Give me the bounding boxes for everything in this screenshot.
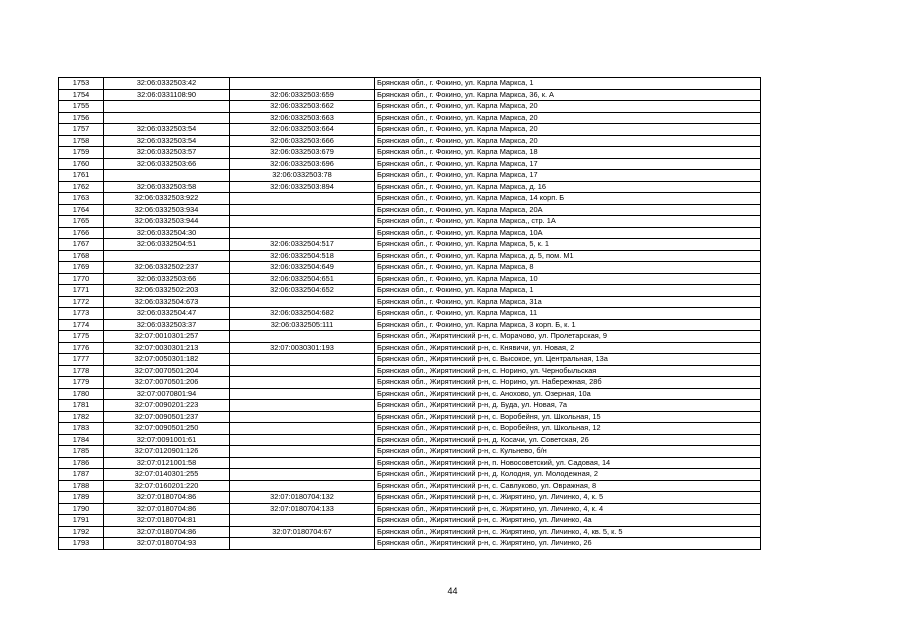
object-cadastral-number-cell [230, 354, 375, 366]
address-cell: Брянская обл., Жирятинский р-н, с. Норино, ул. Чернобыльская [375, 365, 761, 377]
row-number-cell: 1788 [59, 480, 104, 492]
cadastral-number-cell: 32:07:0050301:182 [104, 354, 230, 366]
object-cadastral-number-cell [230, 377, 375, 389]
table-row [59, 423, 761, 435]
address-cell: Брянская обл., Жирятинский р-н, д. Колодня, ул. Молодежная, 2 [375, 469, 761, 481]
cadastral-number-cell: 32:06:0332503:58 [104, 181, 230, 193]
table-row [59, 239, 761, 251]
cadastral-number-cell: 32:07:0091001:61 [104, 434, 230, 446]
row-number-cell: 1782 [59, 411, 104, 423]
cadastral-number-cell: 32:07:0090501:250 [104, 423, 230, 435]
object-cadastral-number-cell: 32:06:0332503:662 [230, 101, 375, 113]
row-number-cell: 1793 [59, 538, 104, 550]
address-cell: Брянская обл., г. Фокино, ул. Карла Маркса, 17 [375, 170, 761, 182]
object-cadastral-number-cell [230, 193, 375, 205]
row-number-cell: 1768 [59, 250, 104, 262]
cadastral-number-cell: 32:06:0332503:54 [104, 124, 230, 136]
address-cell: Брянская обл., г. Фокино, ул. Карла Маркса, 10А [375, 227, 761, 239]
object-cadastral-number-cell [230, 480, 375, 492]
cadastral-number-cell: 32:06:0331108:90 [104, 89, 230, 101]
address-cell: Брянская обл., г. Фокино, ул. Карла Маркса, 1 [375, 285, 761, 297]
row-number-cell: 1769 [59, 262, 104, 274]
address-cell: Брянская обл., Жирятинский р-н, д. Буда, ул. Новая, 7а [375, 400, 761, 412]
table-row [59, 181, 761, 193]
row-number-cell: 1787 [59, 469, 104, 481]
table-row [59, 457, 761, 469]
table-row [59, 170, 761, 182]
address-cell: Брянская обл., г. Фокино, ул. Карла Маркса, 8 [375, 262, 761, 274]
cadastral-number-cell: 32:06:0332503:57 [104, 147, 230, 159]
table-row [59, 78, 761, 90]
row-number-cell: 1783 [59, 423, 104, 435]
row-number-cell: 1763 [59, 193, 104, 205]
cadastral-number-cell: 32:06:0332504:51 [104, 239, 230, 251]
row-number-cell: 1759 [59, 147, 104, 159]
object-cadastral-number-cell: 32:06:0332504:682 [230, 308, 375, 320]
table-row [59, 492, 761, 504]
cadastral-number-cell: 32:07:0180704:81 [104, 515, 230, 527]
table-row [59, 515, 761, 527]
object-cadastral-number-cell [230, 469, 375, 481]
object-cadastral-number-cell: 32:06:0332504:649 [230, 262, 375, 274]
cadastral-number-cell: 32:07:0180704:93 [104, 538, 230, 550]
object-cadastral-number-cell [230, 446, 375, 458]
cadastral-number-cell: 32:06:0332504:47 [104, 308, 230, 320]
row-number-cell: 1772 [59, 296, 104, 308]
table-row [59, 354, 761, 366]
row-number-cell: 1774 [59, 319, 104, 331]
object-cadastral-number-cell [230, 204, 375, 216]
table-row [59, 526, 761, 538]
address-cell: Брянская обл., г. Фокино, ул. Карла Маркса, 14 корп. Б [375, 193, 761, 205]
object-cadastral-number-cell: 32:07:0180704:133 [230, 503, 375, 515]
row-number-cell: 1753 [59, 78, 104, 90]
object-cadastral-number-cell [230, 78, 375, 90]
table-row [59, 124, 761, 136]
cadastral-number-cell: 32:07:0090501:237 [104, 411, 230, 423]
row-number-cell: 1775 [59, 331, 104, 343]
row-number-cell: 1765 [59, 216, 104, 228]
table-row [59, 135, 761, 147]
table-row [59, 365, 761, 377]
object-cadastral-number-cell: 32:06:0332504:518 [230, 250, 375, 262]
object-cadastral-number-cell: 32:06:0332503:666 [230, 135, 375, 147]
table-row [59, 227, 761, 239]
cadastral-number-cell: 32:07:0180704:86 [104, 503, 230, 515]
object-cadastral-number-cell [230, 515, 375, 527]
table-row [59, 89, 761, 101]
cadastral-number-cell: 32:07:0140301:255 [104, 469, 230, 481]
cadastral-number-cell: 32:06:0332503:922 [104, 193, 230, 205]
object-cadastral-number-cell [230, 400, 375, 412]
address-cell: Брянская обл., г. Фокино, ул. Карла Маркса, 20 [375, 135, 761, 147]
object-cadastral-number-cell: 32:06:0332503:894 [230, 181, 375, 193]
address-cell: Брянская обл., Жирятинский р-н, с. Савлуково, ул. Овражная, 8 [375, 480, 761, 492]
object-cadastral-number-cell [230, 331, 375, 343]
table-row [59, 446, 761, 458]
object-cadastral-number-cell [230, 365, 375, 377]
object-cadastral-number-cell: 32:06:0332503:659 [230, 89, 375, 101]
object-cadastral-number-cell: 32:06:0332503:78 [230, 170, 375, 182]
address-cell: Брянская обл., г. Фокино, ул. Карла Маркса, 5, к. 1 [375, 239, 761, 251]
address-cell: Брянская обл., Жирятинский р-н, с. Кульнево, б/н [375, 446, 761, 458]
table-row [59, 193, 761, 205]
row-number-cell: 1767 [59, 239, 104, 251]
cadastral-number-cell: 32:07:0090201:223 [104, 400, 230, 412]
address-cell: Брянская обл., г. Фокино, ул. Карла Маркса, 1 [375, 78, 761, 90]
address-cell: Брянская обл., г. Фокино, ул. Карла Маркса, 20 [375, 124, 761, 136]
object-cadastral-number-cell [230, 411, 375, 423]
cadastral-number-cell: 32:06:0332503:42 [104, 78, 230, 90]
cadastral-number-cell: 32:06:0332502:237 [104, 262, 230, 274]
row-number-cell: 1784 [59, 434, 104, 446]
cadastral-number-cell: 32:07:0030301:213 [104, 342, 230, 354]
table-row [59, 342, 761, 354]
table-row [59, 388, 761, 400]
row-number-cell: 1757 [59, 124, 104, 136]
cadastral-number-cell: 32:06:0332503:66 [104, 158, 230, 170]
object-cadastral-number-cell: 32:06:0332504:517 [230, 239, 375, 251]
object-cadastral-number-cell: 32:07:0180704:67 [230, 526, 375, 538]
table-row [59, 216, 761, 228]
object-cadastral-number-cell: 32:06:0332504:651 [230, 273, 375, 285]
address-cell: Брянская обл., Жирятинский р-н, с. Жирятино, ул. Личинко, 4, кв. 5, к. 5 [375, 526, 761, 538]
table-body [59, 78, 761, 550]
address-cell: Брянская обл., Жирятинский р-н, с. Воробейня, ул. Школьная, 15 [375, 411, 761, 423]
address-cell: Брянская обл., г. Фокино, ул. Карла Маркса, 20 [375, 112, 761, 124]
object-cadastral-number-cell: 32:06:0332503:664 [230, 124, 375, 136]
cadastral-number-cell: 32:07:0121001:58 [104, 457, 230, 469]
cadastral-number-cell: 32:06:0332503:37 [104, 319, 230, 331]
address-cell: Брянская обл., г. Фокино, ул. Карла Маркса, 17 [375, 158, 761, 170]
address-cell: Брянская обл., г. Фокино, ул. Карла Маркса, 36, к. А [375, 89, 761, 101]
row-number-cell: 1771 [59, 285, 104, 297]
table-row [59, 112, 761, 124]
address-cell: Брянская обл., г. Фокино, ул. Карла Маркса, д. 5, пом. М1 [375, 250, 761, 262]
row-number-cell: 1761 [59, 170, 104, 182]
page-number: 44 [447, 586, 458, 596]
row-number-cell: 1780 [59, 388, 104, 400]
address-cell: Брянская обл., г. Фокино, ул. Карла Маркса, 3 корп. Б, к. 1 [375, 319, 761, 331]
object-cadastral-number-cell [230, 216, 375, 228]
table-row [59, 250, 761, 262]
row-number-cell: 1777 [59, 354, 104, 366]
table-row [59, 411, 761, 423]
cadastral-number-cell: 32:06:0332504:673 [104, 296, 230, 308]
cadastral-number-cell: 32:07:0120901:126 [104, 446, 230, 458]
address-cell: Брянская обл., Жирятинский р-н, с. Воробейня, ул. Школьная, 12 [375, 423, 761, 435]
table-row [59, 503, 761, 515]
cadastral-number-cell: 32:07:0070801:94 [104, 388, 230, 400]
cadastral-number-cell: 32:06:0332504:30 [104, 227, 230, 239]
cadastral-number-cell: 32:07:0160201:220 [104, 480, 230, 492]
address-cell: Брянская обл., Жирятинский р-н, с. Жирятино, ул. Личинко, 26 [375, 538, 761, 550]
address-cell: Брянская обл., Жирятинский р-н, с. Жирятино, ул. Личинко, 4, к. 5 [375, 492, 761, 504]
table-row [59, 538, 761, 550]
row-number-cell: 1785 [59, 446, 104, 458]
row-number-cell: 1781 [59, 400, 104, 412]
table-row [59, 308, 761, 320]
object-cadastral-number-cell [230, 423, 375, 435]
object-cadastral-number-cell: 32:06:0332503:663 [230, 112, 375, 124]
table-row [59, 434, 761, 446]
cadastral-table [58, 77, 761, 550]
cadastral-number-cell [104, 101, 230, 113]
table-row [59, 469, 761, 481]
row-number-cell: 1791 [59, 515, 104, 527]
row-number-cell: 1789 [59, 492, 104, 504]
table-row [59, 331, 761, 343]
row-number-cell: 1756 [59, 112, 104, 124]
row-number-cell: 1779 [59, 377, 104, 389]
address-cell: Брянская обл., г. Фокино, ул. Карла Маркса, 10 [375, 273, 761, 285]
table-row [59, 262, 761, 274]
table-row [59, 480, 761, 492]
row-number-cell: 1790 [59, 503, 104, 515]
row-number-cell: 1766 [59, 227, 104, 239]
address-cell: Брянская обл., Жирятинский р-н, с. Жирятино, ул. Личинко, 4, к. 4 [375, 503, 761, 515]
address-cell: Брянская обл., г. Фокино, ул. Карла Маркса, 20 [375, 101, 761, 113]
row-number-cell: 1786 [59, 457, 104, 469]
cadastral-number-cell: 32:07:0070501:206 [104, 377, 230, 389]
table-row [59, 400, 761, 412]
address-cell: Брянская обл., г. Фокино, ул. Карла Маркса, 11 [375, 308, 761, 320]
row-number-cell: 1754 [59, 89, 104, 101]
table-row [59, 147, 761, 159]
object-cadastral-number-cell: 32:07:0030301:193 [230, 342, 375, 354]
row-number-cell: 1770 [59, 273, 104, 285]
object-cadastral-number-cell: 32:06:0332503:679 [230, 147, 375, 159]
address-cell: Брянская обл., Жирятинский р-н, с. Морачово, ул. Пролетарская, 9 [375, 331, 761, 343]
cadastral-number-cell: 32:07:0010301:257 [104, 331, 230, 343]
row-number-cell: 1758 [59, 135, 104, 147]
object-cadastral-number-cell: 32:06:0332505:111 [230, 319, 375, 331]
table-row [59, 319, 761, 331]
address-cell: Брянская обл., г. Фокино, ул. Карла Маркса, 18 [375, 147, 761, 159]
row-number-cell: 1792 [59, 526, 104, 538]
object-cadastral-number-cell: 32:06:0332503:696 [230, 158, 375, 170]
address-cell: Брянская обл., г. Фокино, ул. Карла Маркса, д. 16 [375, 181, 761, 193]
cadastral-number-cell: 32:06:0332503:66 [104, 273, 230, 285]
object-cadastral-number-cell [230, 388, 375, 400]
address-cell: Брянская обл., г. Фокино, ул. Карла Маркса, 20А [375, 204, 761, 216]
row-number-cell: 1776 [59, 342, 104, 354]
cadastral-number-cell: 32:06:0332502:203 [104, 285, 230, 297]
cadastral-number-cell: 32:06:0332503:54 [104, 135, 230, 147]
cadastral-number-cell: 32:06:0332503:944 [104, 216, 230, 228]
table-row [59, 296, 761, 308]
cadastral-number-cell [104, 112, 230, 124]
row-number-cell: 1762 [59, 181, 104, 193]
object-cadastral-number-cell: 32:06:0332504:652 [230, 285, 375, 297]
cadastral-number-cell: 32:07:0180704:86 [104, 492, 230, 504]
row-number-cell: 1778 [59, 365, 104, 377]
table-row [59, 377, 761, 389]
address-cell: Брянская обл., Жирятинский р-н, с. Анохово, ул. Озерная, 10а [375, 388, 761, 400]
table-row [59, 273, 761, 285]
table-row [59, 101, 761, 113]
address-cell: Брянская обл., Жирятинский р-н, с. Княвичи, ул. Новая, 2 [375, 342, 761, 354]
table-row [59, 285, 761, 297]
address-cell: Брянская обл., г. Фокино, ул. Карла Маркса,, стр. 1А [375, 216, 761, 228]
object-cadastral-number-cell [230, 538, 375, 550]
cadastral-number-cell: 32:06:0332503:934 [104, 204, 230, 216]
address-cell: Брянская обл., Жирятинский р-н, с. Норино, ул. Набережная, 28б [375, 377, 761, 389]
cadastral-number-cell: 32:07:0180704:86 [104, 526, 230, 538]
table-row [59, 158, 761, 170]
object-cadastral-number-cell [230, 457, 375, 469]
row-number-cell: 1755 [59, 101, 104, 113]
object-cadastral-number-cell [230, 227, 375, 239]
row-number-cell: 1760 [59, 158, 104, 170]
object-cadastral-number-cell: 32:07:0180704:132 [230, 492, 375, 504]
object-cadastral-number-cell [230, 434, 375, 446]
address-cell: Брянская обл., Жирятинский р-н, с. Высокое, ул. Центральная, 13а [375, 354, 761, 366]
address-cell: Брянская обл., Жирятинский р-н, д. Косачи, ул. Советская, 26 [375, 434, 761, 446]
cadastral-number-cell: 32:07:0070501:204 [104, 365, 230, 377]
object-cadastral-number-cell [230, 296, 375, 308]
address-cell: Брянская обл., Жирятинский р-н, с. Жирятино, ул. Личинко, 4а [375, 515, 761, 527]
row-number-cell: 1773 [59, 308, 104, 320]
cadastral-number-cell [104, 250, 230, 262]
row-number-cell: 1764 [59, 204, 104, 216]
address-cell: Брянская обл., г. Фокино, ул. Карла Маркса, 31а [375, 296, 761, 308]
address-cell: Брянская обл., Жирятинский р-н, п. Новосоветский, ул. Садовая, 14 [375, 457, 761, 469]
cadastral-number-cell [104, 170, 230, 182]
table-row [59, 204, 761, 216]
